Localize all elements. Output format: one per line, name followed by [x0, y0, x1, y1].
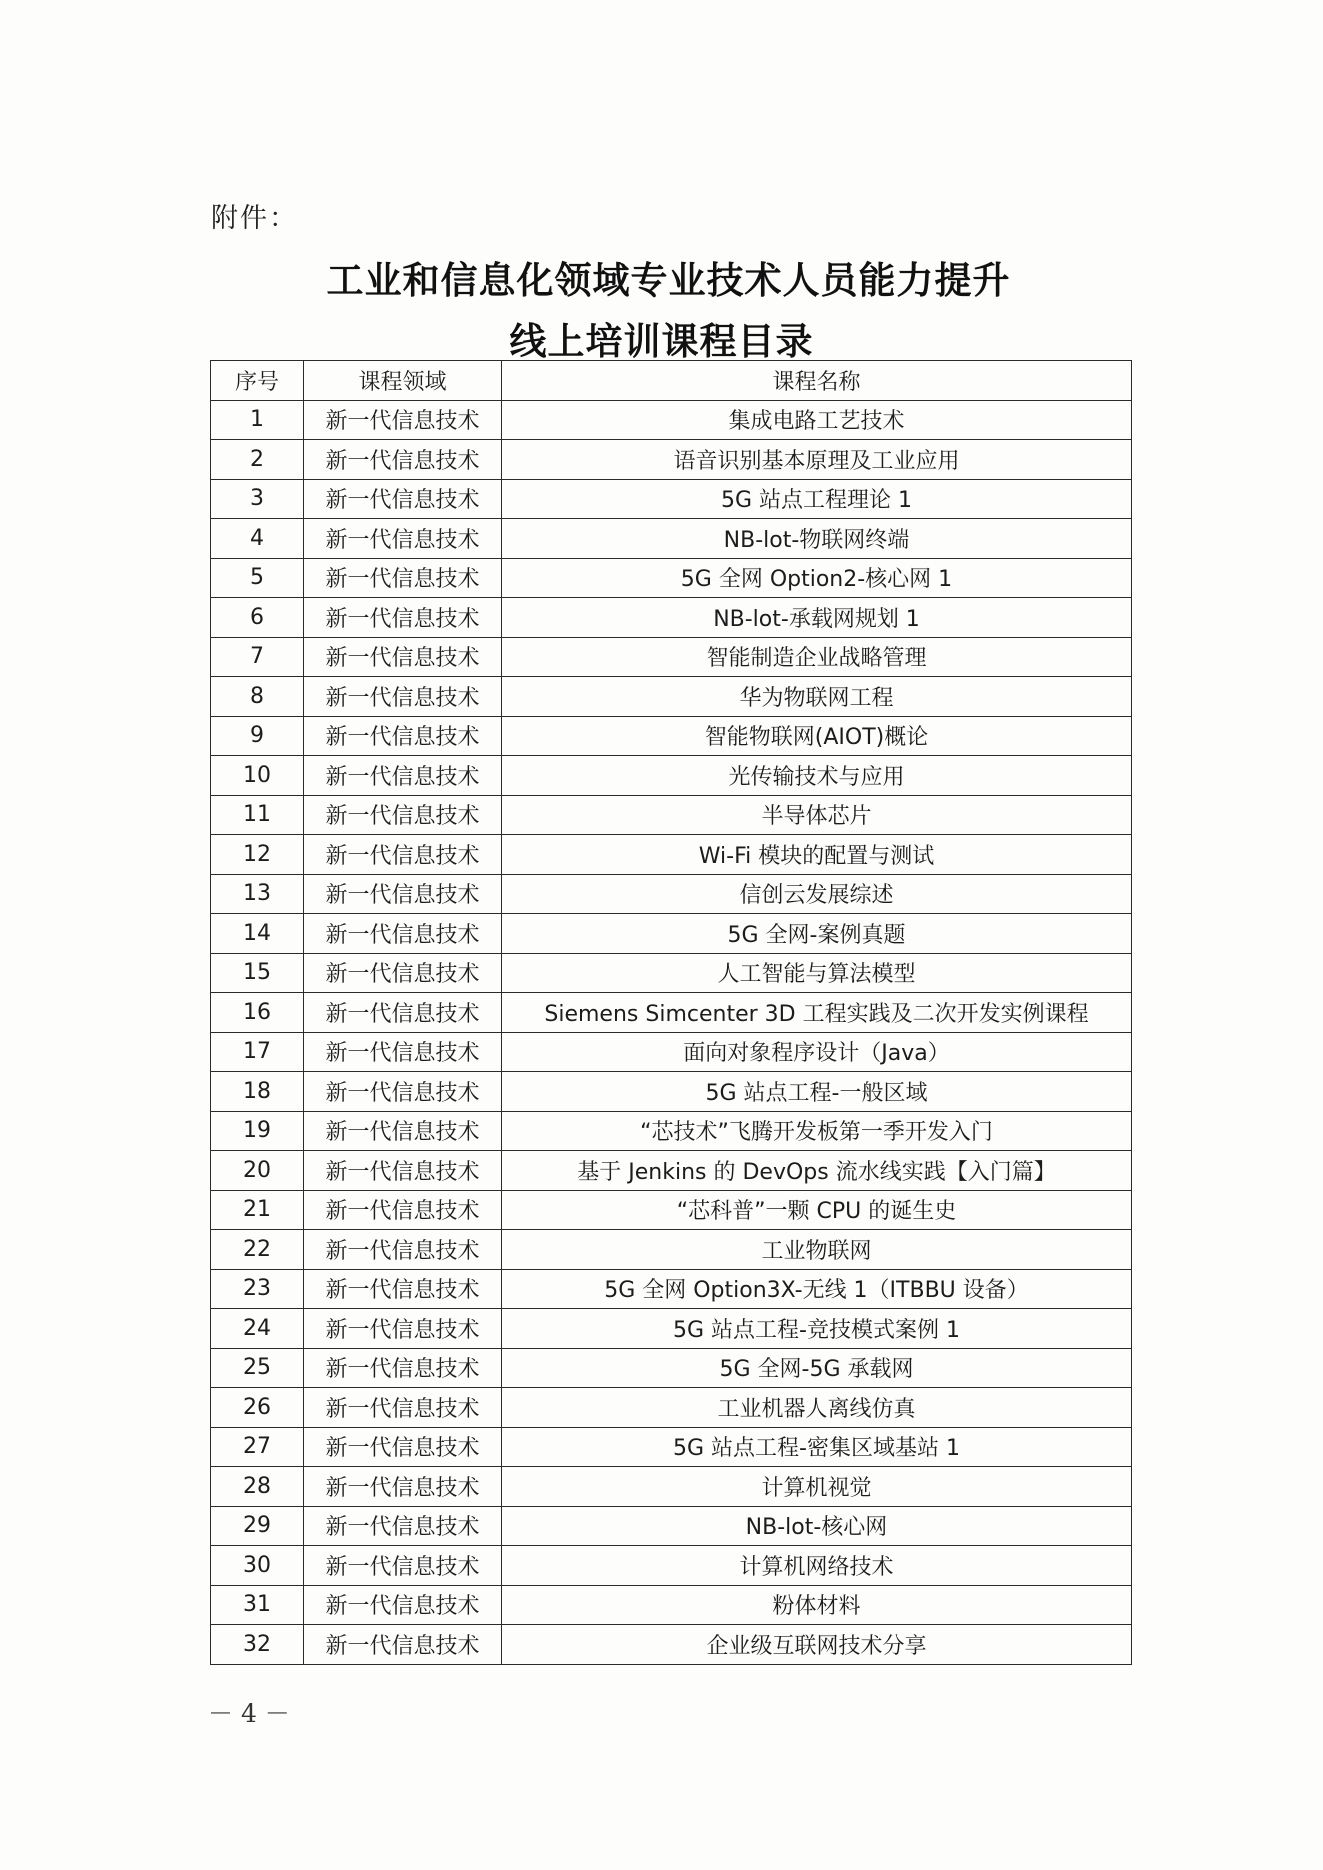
table-row — [211, 1506, 1132, 1546]
row-number-cell: 17 — [211, 1032, 304, 1072]
document-title-line-1: 工业和信息化领域专业技术人员能力提升 — [326, 258, 1011, 302]
table-row — [211, 1032, 1132, 1072]
page-number: － 4 － — [208, 1699, 290, 1728]
course-domain-cell: 新一代信息技术 — [304, 1506, 502, 1546]
row-number-cell: 22 — [211, 1230, 304, 1270]
table-row — [211, 677, 1132, 717]
row-number-cell: 3 — [211, 479, 304, 519]
course-name-cell: 华为物联网工程 — [502, 677, 1132, 717]
course-domain-cell: 新一代信息技术 — [304, 558, 502, 598]
course-name-cell: 5G 站点工程理论 1 — [502, 479, 1132, 519]
course-domain-cell: 新一代信息技术 — [304, 874, 502, 914]
row-number-cell: 29 — [211, 1506, 304, 1546]
table-row — [211, 1072, 1132, 1112]
course-domain-cell: 新一代信息技术 — [304, 953, 502, 993]
course-name-cell: “芯科普”一颗 CPU 的诞生史 — [502, 1190, 1132, 1230]
row-number-cell: 9 — [211, 716, 304, 756]
course-name-cell: 集成电路工艺技术 — [502, 400, 1132, 440]
course-name-cell: NB-lot-物联网终端 — [502, 519, 1132, 559]
row-number-cell: 8 — [211, 677, 304, 717]
row-number-cell: 28 — [211, 1467, 304, 1507]
course-domain-cell: 新一代信息技术 — [304, 400, 502, 440]
course-domain-cell: 新一代信息技术 — [304, 677, 502, 717]
table-row — [211, 1230, 1132, 1270]
row-number-cell: 1 — [211, 400, 304, 440]
course-name-cell: 智能制造企业战略管理 — [502, 637, 1132, 677]
row-number-cell: 7 — [211, 637, 304, 677]
course-table-body — [211, 400, 1132, 1664]
course-name-cell: 人工智能与算法模型 — [502, 953, 1132, 993]
course-name-cell: 光传输技术与应用 — [502, 756, 1132, 796]
row-number-cell: 21 — [211, 1190, 304, 1230]
course-name-cell: Siemens Simcenter 3D 工程实践及二次开发实例课程 — [502, 993, 1132, 1033]
course-name-cell: 5G 全网-5G 承载网 — [502, 1348, 1132, 1388]
row-number-cell: 32 — [211, 1625, 304, 1665]
table-row — [211, 479, 1132, 519]
table-row — [211, 1546, 1132, 1586]
course-domain-cell: 新一代信息技术 — [304, 1309, 502, 1349]
table-row — [211, 1111, 1132, 1151]
course-domain-cell: 新一代信息技术 — [304, 1230, 502, 1270]
row-number-cell: 5 — [211, 558, 304, 598]
course-name-cell: “芯技术”飞腾开发板第一季开发入门 — [502, 1111, 1132, 1151]
table-row — [211, 835, 1132, 875]
document-title-line-2: 线上培训课程目录 — [509, 319, 814, 363]
table-row — [211, 1585, 1132, 1625]
row-number-cell: 10 — [211, 756, 304, 796]
course-domain-cell: 新一代信息技术 — [304, 1348, 502, 1388]
course-name-cell: Wi-Fi 模块的配置与测试 — [502, 835, 1132, 875]
row-number-cell: 26 — [211, 1388, 304, 1428]
table-row — [211, 400, 1132, 440]
row-number-cell: 14 — [211, 914, 304, 954]
row-number-cell: 16 — [211, 993, 304, 1033]
table-row — [211, 1269, 1132, 1309]
table-row — [211, 1625, 1132, 1665]
table-row — [211, 1388, 1132, 1428]
table-row — [211, 440, 1132, 480]
table-row — [211, 795, 1132, 835]
course-domain-cell: 新一代信息技术 — [304, 637, 502, 677]
course-name-cell: 工业物联网 — [502, 1230, 1132, 1270]
row-number-cell: 27 — [211, 1427, 304, 1467]
row-number-cell: 4 — [211, 519, 304, 559]
course-name-cell: NB-lot-核心网 — [502, 1506, 1132, 1546]
table-row — [211, 1427, 1132, 1467]
course-name-cell: 语音识别基本原理及工业应用 — [502, 440, 1132, 480]
course-name-cell: 信创云发展综述 — [502, 874, 1132, 914]
course-name-cell: 基于 Jenkins 的 DevOps 流水线实践【入门篇】 — [502, 1151, 1132, 1191]
course-domain-cell: 新一代信息技术 — [304, 598, 502, 638]
header-course-domain: 课程领域 — [304, 361, 502, 401]
course-domain-cell: 新一代信息技术 — [304, 1546, 502, 1586]
table-header-row — [211, 361, 1132, 401]
table-row — [211, 519, 1132, 559]
course-domain-cell: 新一代信息技术 — [304, 1388, 502, 1428]
course-name-cell: 计算机网络技术 — [502, 1546, 1132, 1586]
course-domain-cell: 新一代信息技术 — [304, 914, 502, 954]
row-number-cell: 31 — [211, 1585, 304, 1625]
course-domain-cell: 新一代信息技术 — [304, 1151, 502, 1191]
row-number-cell: 11 — [211, 795, 304, 835]
course-domain-cell: 新一代信息技术 — [304, 1032, 502, 1072]
course-domain-cell: 新一代信息技术 — [304, 993, 502, 1033]
course-name-cell: 工业机器人离线仿真 — [502, 1388, 1132, 1428]
table-row — [211, 756, 1132, 796]
table-row — [211, 598, 1132, 638]
table-row — [211, 953, 1132, 993]
course-domain-cell: 新一代信息技术 — [304, 1467, 502, 1507]
table-row — [211, 1348, 1132, 1388]
course-domain-cell: 新一代信息技术 — [304, 519, 502, 559]
course-name-cell: 粉体材料 — [502, 1585, 1132, 1625]
table-row — [211, 993, 1132, 1033]
row-number-cell: 13 — [211, 874, 304, 914]
course-domain-cell: 新一代信息技术 — [304, 1427, 502, 1467]
table-row — [211, 1190, 1132, 1230]
course-domain-cell: 新一代信息技术 — [304, 1111, 502, 1151]
course-table — [210, 360, 1132, 1665]
course-domain-cell: 新一代信息技术 — [304, 479, 502, 519]
course-domain-cell: 新一代信息技术 — [304, 440, 502, 480]
table-row — [211, 874, 1132, 914]
table-row — [211, 1309, 1132, 1349]
row-number-cell: 12 — [211, 835, 304, 875]
header-course-name: 课程名称 — [502, 361, 1132, 401]
row-number-cell: 6 — [211, 598, 304, 638]
course-name-cell: 5G 站点工程-竞技模式案例 1 — [502, 1309, 1132, 1349]
table-row — [211, 1467, 1132, 1507]
course-name-cell: 智能物联网(AIOT)概论 — [502, 716, 1132, 756]
table-row — [211, 716, 1132, 756]
row-number-cell: 15 — [211, 953, 304, 993]
row-number-cell: 25 — [211, 1348, 304, 1388]
course-name-cell: 企业级互联网技术分享 — [502, 1625, 1132, 1665]
table-row — [211, 1151, 1132, 1191]
course-table-header — [211, 361, 1132, 401]
table-row — [211, 637, 1132, 677]
course-domain-cell: 新一代信息技术 — [304, 835, 502, 875]
course-name-cell: 半导体芯片 — [502, 795, 1132, 835]
course-domain-cell: 新一代信息技术 — [304, 1585, 502, 1625]
course-name-cell: 面向对象程序设计（Java） — [502, 1032, 1132, 1072]
table-row — [211, 914, 1132, 954]
row-number-cell: 19 — [211, 1111, 304, 1151]
row-number-cell: 23 — [211, 1269, 304, 1309]
course-name-cell: NB-lot-承载网规划 1 — [502, 598, 1132, 638]
course-domain-cell: 新一代信息技术 — [304, 756, 502, 796]
course-name-cell: 5G 站点工程-密集区域基站 1 — [502, 1427, 1132, 1467]
course-domain-cell: 新一代信息技术 — [304, 716, 502, 756]
course-name-cell: 5G 全网 Option3X-无线 1（ITBBU 设备） — [502, 1269, 1132, 1309]
course-name-cell: 5G 全网 Option2-核心网 1 — [502, 558, 1132, 598]
attachment-label: 附件： — [211, 203, 298, 234]
course-name-cell: 5G 全网-案例真题 — [502, 914, 1132, 954]
row-number-cell: 2 — [211, 440, 304, 480]
course-domain-cell: 新一代信息技术 — [304, 1625, 502, 1665]
row-number-cell: 24 — [211, 1309, 304, 1349]
course-domain-cell: 新一代信息技术 — [304, 1072, 502, 1112]
course-name-cell: 5G 站点工程-一般区域 — [502, 1072, 1132, 1112]
table-row — [211, 558, 1132, 598]
row-number-cell: 30 — [211, 1546, 304, 1586]
course-domain-cell: 新一代信息技术 — [304, 1269, 502, 1309]
course-domain-cell: 新一代信息技术 — [304, 795, 502, 835]
row-number-cell: 18 — [211, 1072, 304, 1112]
row-number-cell: 20 — [211, 1151, 304, 1191]
course-domain-cell: 新一代信息技术 — [304, 1190, 502, 1230]
header-number: 序号 — [211, 361, 304, 401]
course-name-cell: 计算机视觉 — [502, 1467, 1132, 1507]
